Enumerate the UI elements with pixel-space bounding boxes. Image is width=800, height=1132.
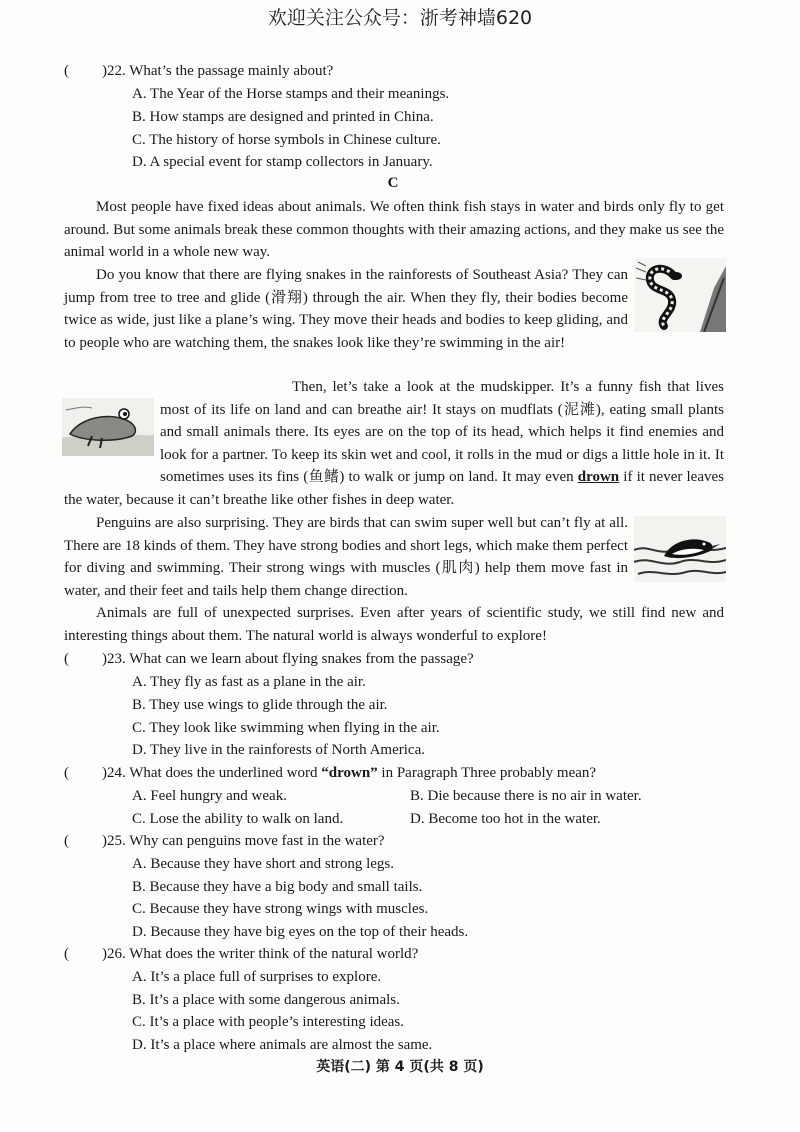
q22-option-b: B. How stamps are designed and printed in China.: [132, 109, 434, 125]
paragraph-4-text: Penguins are also surprising. They are birds that can swim super well but can’t fly at all. There are 18 kinds of them. They have strong bodies and short legs, which make them perfect for diving and swimming. Their strong wings with muscles (肌肉) help them move fast in water, and their feet and tails help them change direction.: [64, 515, 628, 599]
question-24-text-before: )24. What does the underlined word: [102, 765, 322, 781]
float-spacer: [64, 398, 160, 488]
q26-option-d: D. It’s a place where animals are almost the same.: [132, 1037, 433, 1053]
answer-bracket[interactable]: (: [64, 63, 69, 79]
question-25: [64, 830, 385, 853]
q23-option-d: D. They live in the rainforests of North America.: [132, 742, 425, 758]
question-25-text: )25. Why can penguins move fast in the water?: [102, 833, 385, 849]
float-spacer: [628, 512, 724, 580]
float-spacer: [628, 264, 724, 330]
paragraph-3-text-before: Then, let’s take a look at the mudskipper. It’s a funny fish that lives most of its life on land and can breathe air! It stays on mudflats (泥滩), eating small plants and small animals there. Its eyes are on the top of its head, which helps it find enemies and look for a partner. To keep its skin wet and cool, it rolls in the mud or digs a little hole in it. It sometimes uses its fins (鱼鳍) to walk or jump on land. It may even: [160, 379, 724, 486]
answer-bracket[interactable]: (: [64, 765, 69, 781]
q25-option-b: B. Because they have a big body and small tails.: [132, 879, 423, 895]
q24-option-a: A. Feel hungry and weak.: [132, 788, 287, 804]
question-26: [64, 943, 418, 966]
question-24-text-after: in Paragraph Three probably mean?: [377, 765, 597, 781]
q26-option-a: A. It’s a place full of surprises to explore.: [132, 969, 382, 985]
page-footer: 英语(二) 第 4 页(共 8 页): [316, 1059, 484, 1075]
underlined-word-drown: drown: [577, 469, 620, 486]
question-24: [64, 762, 596, 785]
q25-option-d: D. Because they have big eyes on the top of their heads.: [132, 924, 469, 940]
paragraph-5: Animals are full of unexpected surprises. Even after years of scientific study, we still find new and interesting things about them. The natural world is always wonderful to explore!: [64, 605, 724, 644]
section-letter: C: [387, 175, 399, 191]
paragraph-2: [64, 264, 724, 354]
q23-option-a: A. They fly as fast as a plane in the air.: [132, 674, 366, 690]
question-24-word: “drown”: [321, 765, 378, 781]
q26-option-b: B. It’s a place with some dangerous animals.: [132, 992, 400, 1008]
paragraph-4: [64, 512, 724, 602]
question-26-text: )26. What does the writer think of the natural world?: [102, 946, 419, 962]
q24-option-d: D. Become too hot in the water.: [410, 811, 601, 827]
paragraph-1: Most people have fixed ideas about animals. We often think fish stays in water and birds only fly to get around. But some animals break these common thoughts with their amazing actions, and they make us see the animal world in a whole new way.: [64, 199, 724, 261]
q22-option-d: D. A special event for stamp collectors in January.: [132, 154, 433, 170]
answer-bracket[interactable]: (: [64, 946, 69, 962]
paragraph-3-text-after: if it never leaves the water, because it can’t breathe like other fishes in deep water.: [64, 469, 724, 508]
question-23-text: )23. What can we learn about flying snakes from the passage?: [102, 651, 474, 667]
question-22-text: )22. What’s the passage mainly about?: [102, 63, 334, 79]
paragraph-3: [64, 376, 724, 512]
paragraph-2-text: Do you know that there are flying snakes in the rainforests of Southeast Asia? They can jump from tree to tree and glide (滑翔) through the air. When they fly, their bodies become twice as wide, just like a plane’s wing. They move their heads and bodies to keep gliding, and to people who are watching them, the snakes look like they’re swimming in the air!: [64, 267, 628, 351]
q23-option-b: B. They use wings to glide through the air.: [132, 697, 388, 713]
q24-option-c: C. Lose the ability to walk on land.: [132, 811, 344, 827]
q25-option-a: A. Because they have short and strong legs.: [132, 856, 395, 872]
q22-option-a: A. The Year of the Horse stamps and their meanings.: [132, 86, 450, 102]
question-22: [64, 60, 333, 83]
q23-option-c: C. They look like swimming when flying in the air.: [132, 720, 440, 736]
q26-option-c: C. It’s a place with people’s interesting ideas.: [132, 1014, 405, 1030]
answer-bracket[interactable]: (: [64, 651, 69, 667]
q24-option-b: B. Die because there is no air in water.: [410, 788, 642, 804]
question-23: [64, 648, 474, 671]
q25-option-c: C. Because they have strong wings with muscles.: [132, 901, 429, 917]
answer-bracket[interactable]: (: [64, 833, 69, 849]
watermark-header: 欢迎关注公众号：浙考神墙620: [267, 7, 533, 29]
q22-option-c: C. The history of horse symbols in Chinese culture.: [132, 132, 441, 148]
